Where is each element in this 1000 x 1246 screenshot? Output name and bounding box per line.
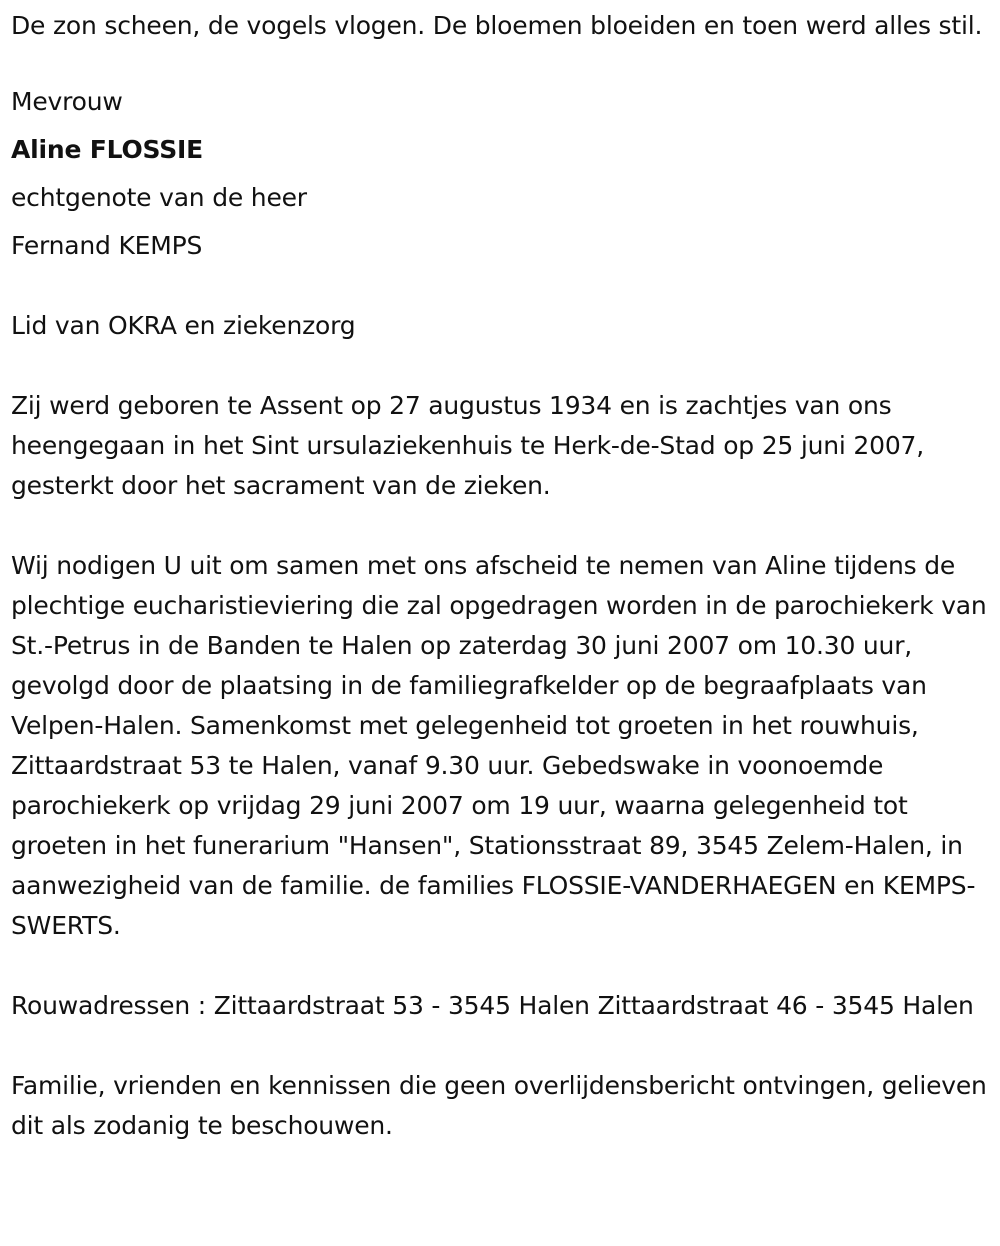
death-notice — [11, 6, 996, 1146]
invitation-text: Wij nodigen U uit om samen met ons afscheid te nemen van Aline tijdens de plechtige eucharistieviering die zal opgedragen worden in de parochiekerk van St.-Petrus in de Banden te Halen op zaterdag 30 juni 2007 om 10.30 uur, gevolgd door de plaatsing in de familiegrafkelder op de begraafplaats van Velpen-Halen. Samenkomst met gelegenheid tot groeten in het rouwhuis, Zittaardstraat 53 te Halen, vanaf 9.30 uur. Gebedswake in voonoemde parochiekerk op vrijdag 29 juni 2007 om 19 uur, waarna gelegenheid tot groeten in het funerarium "Hansen", Stationsstraat 89, 3545 Zelem-Halen, in aanwezigheid van de familie. de families FLOSSIE-VANDERHAEGEN en KEMPS-SWERTS. — [11, 551, 987, 940]
addresses-text: Rouwadressen : Zittaardstraat 53 - 3545 Halen Zittaardstraat 46 - 3545 Halen — [11, 991, 974, 1020]
closing-text: Familie, vrienden en kennissen die geen overlijdensbericht ontvingen, gelieven dit als zodanig te beschouwen. — [11, 1071, 987, 1140]
spouse-intro: echtgenote van de heer — [11, 183, 307, 212]
membership-text: Lid van OKRA en ziekenzorg — [11, 311, 356, 340]
opening-text: De zon scheen, de vogels vlogen. De bloemen bloeiden en toen werd alles stil. — [11, 11, 983, 40]
spouse-name: Fernand KEMPS — [11, 231, 203, 260]
deceased-name: Aline FLOSSIE — [11, 135, 203, 164]
salutation: Mevrouw — [11, 87, 123, 116]
birth-death-text: Zij werd geboren te Assent op 27 augustus 1934 en is zachtjes van ons heengegaan in het Sint ursulaziekenhuis te Herk-de-Stad op 25 juni 2007, gesterkt door het sacrament van de zieken. — [11, 391, 924, 500]
